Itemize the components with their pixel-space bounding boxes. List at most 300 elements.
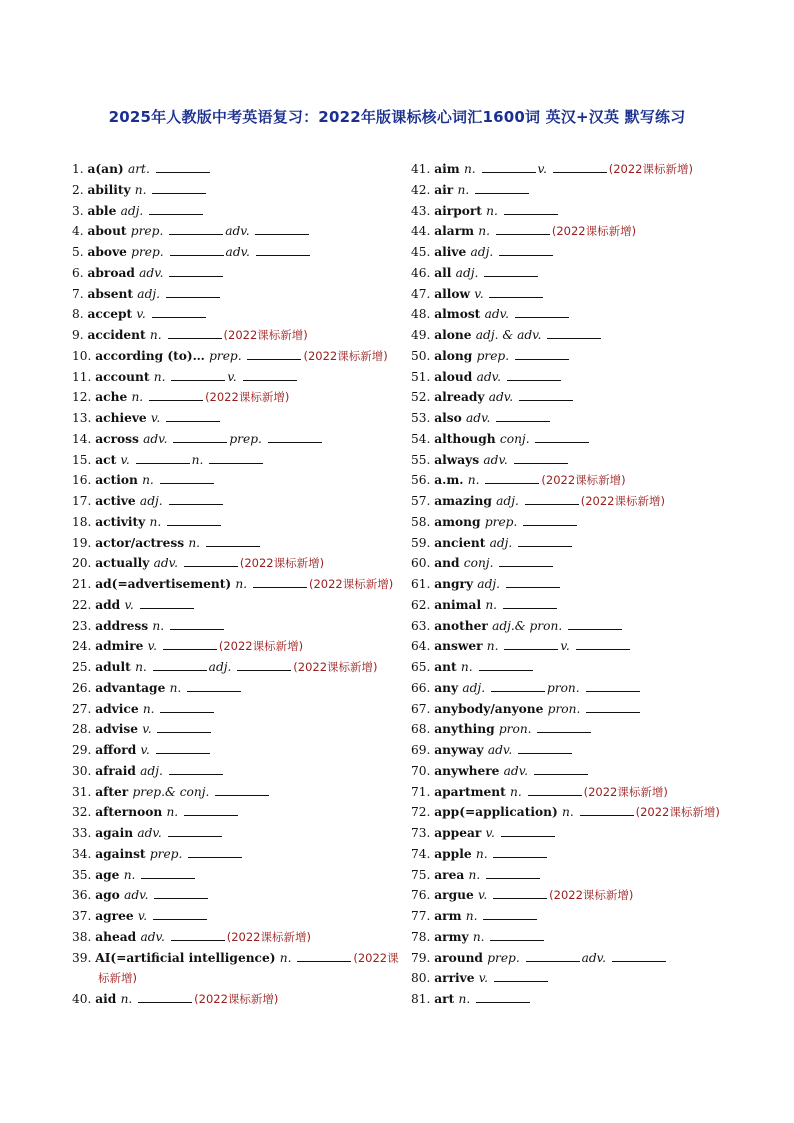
answer-blank[interactable] bbox=[491, 679, 545, 692]
entry-word: afford bbox=[95, 743, 141, 757]
entry-number: 35. bbox=[72, 867, 96, 882]
vocab-entry bbox=[411, 906, 766, 927]
entry-word: accept bbox=[87, 307, 137, 322]
answer-blank[interactable] bbox=[528, 783, 582, 796]
answer-blank[interactable] bbox=[206, 534, 260, 547]
entry-word: ant bbox=[434, 660, 461, 674]
answer-blank[interactable] bbox=[167, 513, 221, 526]
entry-word: aim bbox=[434, 162, 464, 176]
left-column bbox=[72, 159, 427, 1010]
answer-blank[interactable] bbox=[504, 202, 558, 215]
vocab-entry bbox=[411, 740, 766, 761]
new-word-note: (2022课标新增) bbox=[223, 328, 308, 342]
part-of-speech: adj. bbox=[462, 680, 489, 695]
answer-blank[interactable] bbox=[493, 886, 547, 899]
vocab-entry bbox=[411, 719, 766, 740]
entry-number: 10. bbox=[72, 348, 96, 363]
entry-word: anybody/anyone bbox=[434, 701, 548, 716]
part-of-speech: adj.& pron. bbox=[492, 618, 567, 633]
entry-number: 47. bbox=[411, 286, 435, 301]
entry-number: 28. bbox=[72, 722, 96, 737]
entry-number: 54. bbox=[411, 431, 435, 446]
answer-blank[interactable] bbox=[169, 264, 223, 277]
vocab-entry bbox=[411, 553, 766, 574]
part-of-speech: conj. bbox=[463, 556, 498, 571]
answer-blank[interactable] bbox=[496, 409, 550, 422]
entry-number: 44. bbox=[411, 224, 435, 239]
part-of-speech: adv. bbox=[476, 369, 505, 384]
answer-blank[interactable] bbox=[140, 596, 194, 609]
part-of-speech: n. bbox=[131, 390, 148, 405]
entry-word: ability bbox=[87, 182, 135, 197]
answer-blank[interactable] bbox=[496, 222, 550, 235]
answer-blank[interactable] bbox=[489, 285, 543, 298]
entry-number: 69. bbox=[411, 743, 435, 757]
answer-blank[interactable] bbox=[576, 637, 630, 650]
part-of-speech: v. bbox=[136, 307, 150, 322]
entry-number: 53. bbox=[411, 411, 435, 425]
entry-number: 65. bbox=[411, 660, 435, 674]
vocab-entry bbox=[72, 678, 427, 699]
part-of-speech: v. bbox=[137, 909, 152, 923]
entry-word: air bbox=[434, 182, 458, 197]
vocab-entry bbox=[72, 802, 427, 823]
vocab-entry bbox=[72, 325, 427, 346]
new-word-note: (2022课标新增) bbox=[239, 556, 325, 571]
vocab-entry bbox=[411, 159, 766, 180]
answer-blank[interactable] bbox=[494, 969, 548, 982]
entry-word: apple bbox=[434, 846, 476, 861]
entry-number: 12. bbox=[72, 390, 96, 405]
part-of-speech: prep. bbox=[209, 348, 246, 363]
answer-blank[interactable] bbox=[484, 264, 538, 277]
vocab-entry bbox=[411, 533, 766, 554]
answer-blank[interactable] bbox=[163, 637, 217, 650]
answer-blank[interactable] bbox=[153, 907, 207, 920]
vocab-entry bbox=[411, 782, 766, 803]
entry-number: 41. bbox=[411, 162, 435, 176]
vocab-entry bbox=[411, 802, 766, 823]
vocab-entry bbox=[72, 761, 427, 782]
vocab-entry bbox=[72, 865, 427, 886]
answer-blank[interactable] bbox=[475, 181, 529, 194]
entry-number: 37. bbox=[72, 909, 96, 923]
answer-blank[interactable] bbox=[499, 554, 553, 567]
answer-blank[interactable] bbox=[490, 928, 544, 941]
entry-number: 27. bbox=[72, 701, 96, 716]
entry-word: amazing bbox=[434, 494, 497, 508]
entry-word: activity bbox=[95, 514, 150, 529]
part-of-speech: prep. bbox=[487, 950, 524, 965]
new-word-note: (2022课标新增) bbox=[293, 660, 378, 674]
vocab-entry bbox=[72, 989, 427, 1010]
vocab-entry bbox=[411, 242, 766, 263]
vocab-entry bbox=[72, 699, 427, 720]
answer-blank[interactable] bbox=[476, 990, 530, 1003]
entry-number: 3. bbox=[72, 203, 88, 218]
answer-blank[interactable] bbox=[518, 534, 572, 547]
part-of-speech: v. bbox=[560, 639, 574, 654]
answer-blank[interactable] bbox=[156, 741, 210, 754]
part-of-speech: adv. bbox=[225, 224, 254, 239]
part-of-speech: n. bbox=[166, 805, 183, 820]
entry-number: 51. bbox=[411, 369, 435, 384]
vocab-entry bbox=[72, 367, 427, 388]
part-of-speech: n. bbox=[134, 182, 151, 197]
answer-blank[interactable] bbox=[503, 596, 557, 609]
answer-blank[interactable] bbox=[297, 949, 351, 962]
page-title: 2025年人教版中考英语复习：2022年版课标核心词汇1600词 英汉+汉英 默写练习 bbox=[108, 108, 686, 126]
answer-blank[interactable] bbox=[149, 202, 203, 215]
vocab-entry bbox=[72, 512, 427, 533]
answer-blank[interactable] bbox=[493, 845, 547, 858]
entry-number: 48. bbox=[411, 307, 435, 322]
entry-number: 33. bbox=[72, 826, 96, 840]
entry-number: 80. bbox=[411, 971, 435, 986]
answer-blank[interactable] bbox=[535, 430, 589, 443]
part-of-speech: n. bbox=[149, 514, 166, 529]
answer-blank[interactable] bbox=[209, 451, 263, 464]
part-of-speech: n. bbox=[460, 660, 477, 674]
vocab-entry bbox=[411, 263, 766, 284]
entry-word: along bbox=[434, 348, 477, 363]
entry-number: 60. bbox=[411, 556, 435, 571]
answer-blank[interactable] bbox=[149, 388, 203, 401]
part-of-speech: n. bbox=[457, 182, 474, 197]
answer-blank[interactable] bbox=[612, 949, 666, 962]
entry-word: afternoon bbox=[95, 805, 167, 820]
entry-number: 72. bbox=[411, 805, 435, 820]
entry-word: account bbox=[95, 369, 154, 384]
answer-blank[interactable] bbox=[141, 866, 195, 879]
vocab-entry bbox=[72, 429, 427, 450]
entry-number: 36. bbox=[72, 888, 96, 903]
answer-blank[interactable] bbox=[171, 928, 225, 941]
answer-blank[interactable] bbox=[170, 617, 224, 630]
new-word-note: (2022课标新增) bbox=[635, 805, 720, 820]
answer-blank[interactable] bbox=[525, 492, 579, 505]
vocab-entry bbox=[72, 470, 427, 491]
part-of-speech: n. bbox=[120, 992, 137, 1006]
vocab-entry bbox=[72, 927, 427, 948]
vocab-entry bbox=[72, 201, 427, 222]
part-of-speech: adv. bbox=[225, 245, 254, 259]
entry-number: 43. bbox=[411, 203, 435, 218]
entry-word: among bbox=[434, 514, 485, 529]
entry-word: aloud bbox=[434, 369, 477, 384]
answer-blank[interactable] bbox=[501, 824, 555, 837]
new-word-note: (2022课标新增) bbox=[303, 348, 388, 363]
answer-blank[interactable] bbox=[486, 866, 540, 879]
answer-blank[interactable] bbox=[482, 160, 536, 173]
new-word-note: (2022课标新增) bbox=[541, 473, 626, 488]
part-of-speech: n. bbox=[142, 701, 159, 716]
part-of-speech: n. bbox=[142, 473, 158, 488]
entry-number: 39. bbox=[72, 950, 96, 965]
entry-word: actor/actress bbox=[95, 535, 189, 550]
new-word-note: (2022课标新增) bbox=[205, 390, 290, 405]
entry-word: alone bbox=[434, 328, 476, 342]
entry-number: 77. bbox=[411, 909, 435, 923]
entry-word: advise bbox=[95, 722, 143, 737]
part-of-speech: adj. bbox=[137, 286, 164, 301]
vocab-entry bbox=[411, 470, 766, 491]
answer-blank[interactable] bbox=[170, 243, 224, 256]
answer-blank[interactable] bbox=[243, 368, 297, 381]
entry-number: 23. bbox=[72, 618, 96, 633]
vocab-entry bbox=[72, 595, 427, 616]
answer-blank[interactable] bbox=[184, 803, 238, 816]
entry-number: 79. bbox=[411, 950, 435, 965]
entry-word: another bbox=[434, 618, 493, 633]
entry-word: already bbox=[434, 390, 489, 405]
answer-blank[interactable] bbox=[586, 700, 640, 713]
entry-number: 74. bbox=[411, 846, 435, 861]
answer-blank[interactable] bbox=[547, 326, 601, 339]
entry-number: 34. bbox=[72, 846, 96, 861]
entry-word: a.m. bbox=[434, 473, 468, 488]
part-of-speech: pron. bbox=[498, 722, 536, 737]
answer-blank[interactable] bbox=[152, 305, 206, 318]
answer-blank[interactable] bbox=[519, 388, 573, 401]
entry-number: 61. bbox=[411, 577, 435, 591]
vocab-entry bbox=[72, 346, 427, 367]
vocab-entry bbox=[411, 678, 766, 699]
vocab-entry bbox=[72, 263, 427, 284]
entry-word: arm bbox=[434, 909, 466, 923]
vocab-entry bbox=[72, 387, 427, 408]
answer-blank[interactable] bbox=[187, 679, 241, 692]
entry-word: anywhere bbox=[434, 763, 504, 778]
entry-number: 58. bbox=[411, 514, 435, 529]
vocab-entry bbox=[411, 595, 766, 616]
part-of-speech: adj. bbox=[477, 577, 504, 591]
answer-blank[interactable] bbox=[237, 658, 291, 671]
answer-blank[interactable] bbox=[168, 326, 222, 339]
answer-blank[interactable] bbox=[136, 451, 190, 464]
entry-number: 73. bbox=[411, 826, 435, 840]
part-of-speech: art. bbox=[127, 162, 154, 176]
entry-word: afraid bbox=[95, 763, 141, 778]
part-of-speech: adv. bbox=[153, 556, 182, 571]
answer-blank[interactable] bbox=[255, 222, 309, 235]
part-of-speech: adv. bbox=[139, 265, 168, 280]
part-of-speech: v. bbox=[150, 411, 165, 425]
entry-number: 14. bbox=[72, 431, 96, 446]
answer-blank[interactable] bbox=[526, 949, 580, 962]
answer-blank[interactable] bbox=[504, 637, 558, 650]
answer-blank[interactable] bbox=[514, 451, 568, 464]
part-of-speech: v. bbox=[474, 286, 488, 301]
part-of-speech: adj. bbox=[470, 245, 498, 259]
answer-blank[interactable] bbox=[534, 762, 588, 775]
answer-blank[interactable] bbox=[506, 575, 560, 588]
entry-number: 76. bbox=[411, 888, 435, 903]
entry-number: 78. bbox=[411, 929, 435, 944]
answer-blank[interactable] bbox=[154, 886, 208, 899]
answer-blank[interactable] bbox=[247, 347, 301, 360]
answer-blank[interactable] bbox=[518, 741, 572, 754]
entry-number: 81. bbox=[411, 992, 435, 1006]
part-of-speech: prep. bbox=[476, 348, 513, 363]
vocab-entry bbox=[411, 367, 766, 388]
entry-word: agree bbox=[95, 909, 138, 923]
answer-blank[interactable] bbox=[256, 243, 310, 256]
answer-blank[interactable] bbox=[157, 720, 211, 733]
entry-word: app(=application) bbox=[434, 805, 562, 820]
part-of-speech: adv. bbox=[140, 929, 169, 944]
part-of-speech: adj. bbox=[489, 535, 517, 550]
part-of-speech: prep. bbox=[484, 514, 522, 529]
vocab-entry bbox=[411, 636, 766, 657]
entry-number: 8. bbox=[72, 307, 88, 322]
answer-blank[interactable] bbox=[160, 471, 214, 484]
answer-blank[interactable] bbox=[586, 679, 640, 692]
answer-blank[interactable] bbox=[479, 658, 533, 671]
answer-blank[interactable] bbox=[152, 181, 206, 194]
entry-number: 57. bbox=[411, 494, 435, 508]
vocab-entry bbox=[411, 885, 766, 906]
answer-blank[interactable] bbox=[166, 409, 220, 422]
entry-word: action bbox=[95, 473, 143, 488]
entry-word: allow bbox=[434, 286, 475, 301]
answer-blank[interactable] bbox=[168, 824, 222, 837]
entry-number: 63. bbox=[411, 618, 435, 633]
entry-word: although bbox=[434, 431, 500, 446]
vocab-entry bbox=[72, 553, 427, 574]
answer-blank[interactable] bbox=[215, 783, 269, 796]
entry-word: apartment bbox=[434, 784, 511, 799]
part-of-speech: n. bbox=[123, 867, 140, 882]
answer-blank[interactable] bbox=[515, 347, 569, 360]
part-of-speech: n. bbox=[561, 805, 578, 820]
part-of-speech: v. bbox=[147, 639, 161, 654]
new-word-note: (2022课标新增) bbox=[549, 888, 634, 903]
answer-blank[interactable] bbox=[173, 430, 227, 443]
answer-blank[interactable] bbox=[553, 160, 607, 173]
part-of-speech: adv. bbox=[466, 411, 495, 425]
part-of-speech: n. bbox=[468, 867, 485, 882]
entry-word: address bbox=[95, 618, 153, 633]
part-of-speech: n. bbox=[486, 639, 503, 654]
entry-number: 20. bbox=[72, 556, 96, 571]
vocab-entry bbox=[72, 533, 427, 554]
part-of-speech: n. bbox=[135, 660, 151, 674]
part-of-speech: n. bbox=[152, 618, 168, 633]
answer-blank[interactable] bbox=[166, 285, 220, 298]
vocab-entry bbox=[411, 284, 766, 305]
entry-word: appear bbox=[434, 826, 486, 840]
new-word-note: (2022课标新增) bbox=[194, 992, 279, 1006]
entry-word: adult bbox=[95, 660, 136, 674]
entry-word: above bbox=[87, 245, 132, 259]
entry-number: 26. bbox=[72, 680, 96, 695]
part-of-speech: prep. bbox=[149, 846, 187, 861]
entry-word: according (to)… bbox=[95, 348, 210, 363]
entry-number: 67. bbox=[411, 701, 435, 716]
entry-word: absent bbox=[87, 286, 138, 301]
entry-number: 30. bbox=[72, 763, 96, 778]
new-word-note: (2022课标新增) bbox=[608, 162, 693, 176]
answer-blank[interactable] bbox=[160, 700, 214, 713]
entry-word: AI(=artificial intelligence) bbox=[95, 950, 280, 965]
part-of-speech: prep.& conj. bbox=[132, 784, 214, 799]
part-of-speech: v. bbox=[537, 162, 551, 176]
part-of-speech: n. bbox=[486, 203, 502, 218]
answer-blank[interactable] bbox=[253, 575, 307, 588]
part-of-speech: n. bbox=[149, 328, 166, 342]
vocab-entry bbox=[411, 512, 766, 533]
answer-blank[interactable] bbox=[153, 658, 207, 671]
part-of-speech: adj. bbox=[120, 203, 148, 218]
vocab-entry bbox=[411, 408, 766, 429]
entry-number: 2. bbox=[72, 182, 88, 197]
vocab-entry bbox=[411, 201, 766, 222]
new-word-note: (2022课标新增) bbox=[218, 639, 304, 654]
answer-blank[interactable] bbox=[499, 243, 553, 256]
answer-blank[interactable] bbox=[169, 492, 223, 505]
entry-word: angry bbox=[434, 577, 478, 591]
answer-blank[interactable] bbox=[523, 513, 577, 526]
answer-blank[interactable] bbox=[515, 305, 569, 318]
entry-number: 40. bbox=[72, 992, 96, 1006]
entry-word: army bbox=[434, 929, 473, 944]
vocab-entry bbox=[411, 429, 766, 450]
part-of-speech: adv. bbox=[488, 390, 517, 405]
vocab-entry bbox=[411, 304, 766, 325]
part-of-speech: v. bbox=[227, 369, 241, 384]
entry-word: achieve bbox=[95, 411, 151, 425]
vocab-entry bbox=[72, 906, 427, 927]
answer-blank[interactable] bbox=[580, 803, 634, 816]
answer-blank[interactable] bbox=[483, 907, 537, 920]
entry-word: ahead bbox=[95, 929, 141, 944]
answer-blank[interactable] bbox=[156, 160, 210, 173]
entry-word: any bbox=[434, 680, 463, 695]
answer-blank[interactable] bbox=[507, 368, 561, 381]
answer-blank[interactable] bbox=[169, 762, 223, 775]
entry-number: 31. bbox=[72, 784, 96, 799]
answer-blank[interactable] bbox=[171, 368, 225, 381]
entry-word: able bbox=[87, 203, 121, 218]
entry-number: 46. bbox=[411, 265, 435, 280]
answer-blank[interactable] bbox=[485, 471, 539, 484]
answer-blank[interactable] bbox=[188, 845, 242, 858]
entry-number: 66. bbox=[411, 680, 435, 695]
answer-blank[interactable] bbox=[268, 430, 322, 443]
vocab-entry bbox=[411, 968, 766, 989]
entry-word: abroad bbox=[87, 265, 140, 280]
part-of-speech: n. bbox=[235, 577, 251, 591]
part-of-speech: prep. bbox=[131, 245, 168, 259]
part-of-speech: v. bbox=[485, 826, 499, 840]
new-word-note: (2022课标新增) bbox=[583, 784, 668, 799]
entry-word: arrive bbox=[434, 971, 479, 986]
entry-number: 38. bbox=[72, 929, 96, 944]
vocab-entry bbox=[411, 657, 766, 678]
vocab-entry bbox=[72, 284, 427, 305]
answer-blank[interactable] bbox=[568, 617, 622, 630]
entry-word: about bbox=[87, 224, 131, 239]
entry-word: and bbox=[434, 556, 464, 571]
answer-blank[interactable] bbox=[138, 990, 192, 1003]
answer-blank[interactable] bbox=[184, 554, 238, 567]
vocab-entry bbox=[72, 242, 427, 263]
answer-blank[interactable] bbox=[537, 720, 591, 733]
part-of-speech: v. bbox=[142, 722, 156, 737]
answer-blank[interactable] bbox=[169, 222, 223, 235]
entry-number: 59. bbox=[411, 535, 435, 550]
